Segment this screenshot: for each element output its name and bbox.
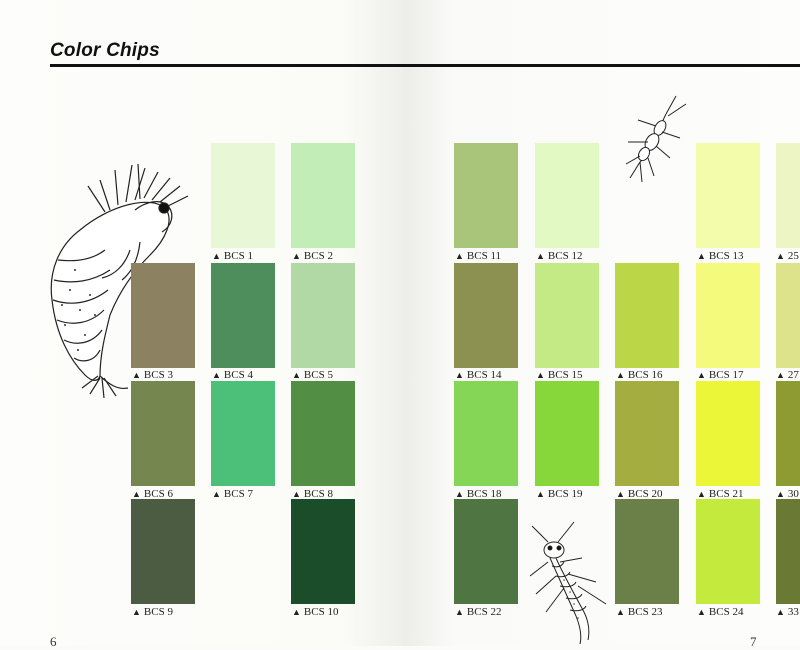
chip-label-bcs7: ▲ BCS 7	[212, 488, 253, 500]
color-chip-bcs19	[535, 381, 599, 486]
chip-label-bcs4: ▲ BCS 4	[212, 369, 253, 381]
chip-label-bcs3: ▲ BCS 3	[132, 369, 173, 381]
chip-label-bcs1: ▲ BCS 1	[212, 250, 253, 262]
color-chip-bcs4	[211, 263, 275, 368]
triangle-marker-icon: ▲	[697, 489, 706, 499]
triangle-marker-icon: ▲	[697, 607, 706, 617]
triangle-marker-icon: ▲	[455, 370, 464, 380]
triangle-marker-icon: ▲	[697, 370, 706, 380]
color-chip-bcs24	[696, 499, 760, 604]
chip-label-bcs12: ▲ BCS 12	[536, 250, 583, 262]
triangle-marker-icon: ▲	[697, 251, 706, 261]
triangle-marker-icon: ▲	[776, 489, 785, 499]
color-chip-bcs18	[454, 381, 518, 486]
chip-label-bcs9: ▲ BCS 9	[132, 606, 173, 618]
triangle-marker-icon: ▲	[536, 251, 545, 261]
chip-label-bcs13: ▲ BCS 13	[697, 250, 744, 262]
chip-label-bcs19: ▲ BCS 19	[536, 488, 583, 500]
chip-label-bcs17: ▲ BCS 17	[697, 369, 744, 381]
color-chip-bcs23	[615, 499, 679, 604]
color-chip-bcs25	[776, 143, 800, 248]
color-chip-bcs7	[211, 381, 275, 486]
triangle-marker-icon: ▲	[132, 607, 141, 617]
triangle-marker-icon: ▲	[292, 370, 301, 380]
page-number-left: 6	[50, 634, 57, 649]
color-chip-bcs30	[776, 381, 800, 486]
triangle-marker-icon: ▲	[455, 251, 464, 261]
color-chip-bcs33	[776, 499, 800, 604]
page-title: Color Chips	[50, 40, 160, 61]
chip-label-bcs8: ▲ BCS 8	[292, 488, 333, 500]
chip-label-bcs10: ▲ BCS 10	[292, 606, 339, 618]
color-chip-bcs16	[615, 263, 679, 368]
triangle-marker-icon: ▲	[616, 607, 625, 617]
color-chip-bcs10	[291, 499, 355, 604]
color-chip-bcs1	[211, 143, 275, 248]
triangle-marker-icon: ▲	[212, 489, 221, 499]
color-chip-bcs21	[696, 381, 760, 486]
mayfly-nymph-illustration	[526, 520, 616, 646]
triangle-marker-icon: ▲	[616, 370, 625, 380]
color-chip-bcs20	[615, 381, 679, 486]
triangle-marker-icon: ▲	[132, 489, 141, 499]
chip-label-bcs6: ▲ BCS 6	[132, 488, 173, 500]
triangle-marker-icon: ▲	[292, 489, 301, 499]
triangle-marker-icon: ▲	[132, 370, 141, 380]
color-chip-bcs12	[535, 143, 599, 248]
color-chip-bcs3	[131, 263, 195, 368]
chip-label-bcs15: ▲ BCS 15	[536, 369, 583, 381]
triangle-marker-icon: ▲	[616, 489, 625, 499]
chip-label-bcs21: ▲ BCS 21	[697, 488, 744, 500]
color-chip-bcs15	[535, 263, 599, 368]
chip-label-bcs16: ▲ BCS 16	[616, 369, 663, 381]
chip-label-bcs27: ▲ 27	[776, 369, 799, 381]
chip-label-bcs20: ▲ BCS 20	[616, 488, 663, 500]
color-chip-bcs13	[696, 143, 760, 248]
chip-label-bcs24: ▲ BCS 24	[697, 606, 744, 618]
triangle-marker-icon: ▲	[776, 607, 785, 617]
triangle-marker-icon: ▲	[536, 370, 545, 380]
page-number-right: 7	[750, 634, 757, 649]
chip-label-bcs14: ▲ BCS 14	[455, 369, 502, 381]
chip-label-bcs30: ▲ 30	[776, 488, 799, 500]
color-chip-bcs2	[291, 143, 355, 248]
color-chip-bcs22	[454, 499, 518, 604]
color-chip-bcs6	[131, 381, 195, 486]
color-chip-bcs11	[454, 143, 518, 248]
triangle-marker-icon: ▲	[212, 370, 221, 380]
triangle-marker-icon: ▲	[776, 251, 785, 261]
chip-label-bcs25: ▲ 25	[776, 250, 799, 262]
chip-label-bcs11: ▲ BCS 11	[455, 250, 502, 262]
triangle-marker-icon: ▲	[292, 607, 301, 617]
chip-label-bcs5: ▲ BCS 5	[292, 369, 333, 381]
color-chip-bcs8	[291, 381, 355, 486]
triangle-marker-icon: ▲	[536, 489, 545, 499]
chip-label-bcs18: ▲ BCS 18	[455, 488, 502, 500]
chip-label-bcs23: ▲ BCS 23	[616, 606, 663, 618]
triangle-marker-icon: ▲	[455, 607, 464, 617]
chip-label-bcs33: ▲ 33	[776, 606, 799, 618]
triangle-marker-icon: ▲	[292, 251, 301, 261]
title-rule	[50, 64, 800, 67]
chip-label-bcs2: ▲ BCS 2	[292, 250, 333, 262]
color-chip-bcs27	[776, 263, 800, 368]
triangle-marker-icon: ▲	[455, 489, 464, 499]
triangle-marker-icon: ▲	[212, 251, 221, 261]
triangle-marker-icon: ▲	[776, 370, 785, 380]
color-chip-bcs17	[696, 263, 760, 368]
color-chip-bcs5	[291, 263, 355, 368]
stonefly-nymph-illustration	[618, 92, 690, 184]
chip-label-bcs22: ▲ BCS 22	[455, 606, 502, 618]
color-chip-bcs14	[454, 263, 518, 368]
color-chip-bcs9	[131, 499, 195, 604]
